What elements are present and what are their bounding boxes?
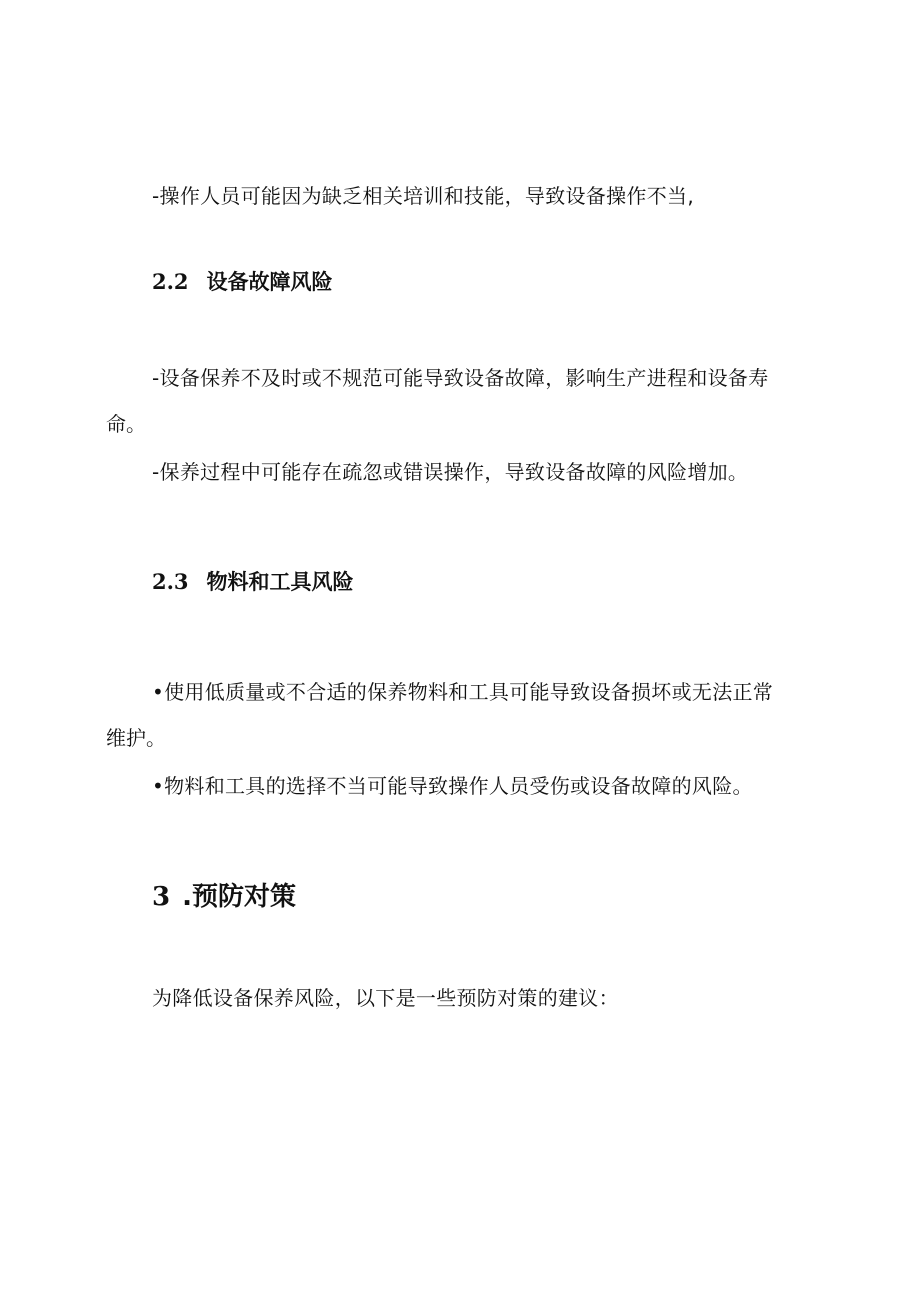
prevention-intro: 为降低设备保养风险，以下是一些预防对策的建议： bbox=[152, 986, 619, 1010]
material-risk-item-1-wrap: 维护。 bbox=[106, 726, 166, 750]
material-risk-item-1: •使用低质量或不合适的保养物料和工具可能导致设备损坏或无法正常 bbox=[152, 680, 774, 704]
section-2-3-heading bbox=[152, 568, 354, 596]
section-3-title: .预防对策 bbox=[182, 882, 296, 912]
equipment-risk-item-1: -设备保养不及时或不规范可能导致设备故障，影响生产进程和设备寿 bbox=[152, 366, 769, 390]
section-2-3-number: 2.3 bbox=[152, 569, 189, 594]
equipment-risk-item-1-wrap: 命。 bbox=[106, 412, 146, 436]
section-3-number: 3 bbox=[152, 882, 171, 912]
section-2-3-title: 物料和工具风险 bbox=[206, 570, 354, 594]
section-2-2-number: 2.2 bbox=[152, 269, 189, 294]
material-risk-item-2: •物料和工具的选择不当可能导致操作人员受伤或设备故障的风险。 bbox=[152, 774, 753, 798]
section-2-2-title: 设备故障风险 bbox=[206, 270, 333, 294]
section-3-heading bbox=[152, 880, 296, 914]
equipment-risk-item-2: -保养过程中可能存在疏忽或错误操作，导致设备故障的风险增加。 bbox=[152, 460, 749, 484]
operator-risk-line: -操作人员可能因为缺乏相关培训和技能，导致设备操作不当, bbox=[152, 184, 694, 208]
section-2-2-heading bbox=[152, 268, 333, 296]
